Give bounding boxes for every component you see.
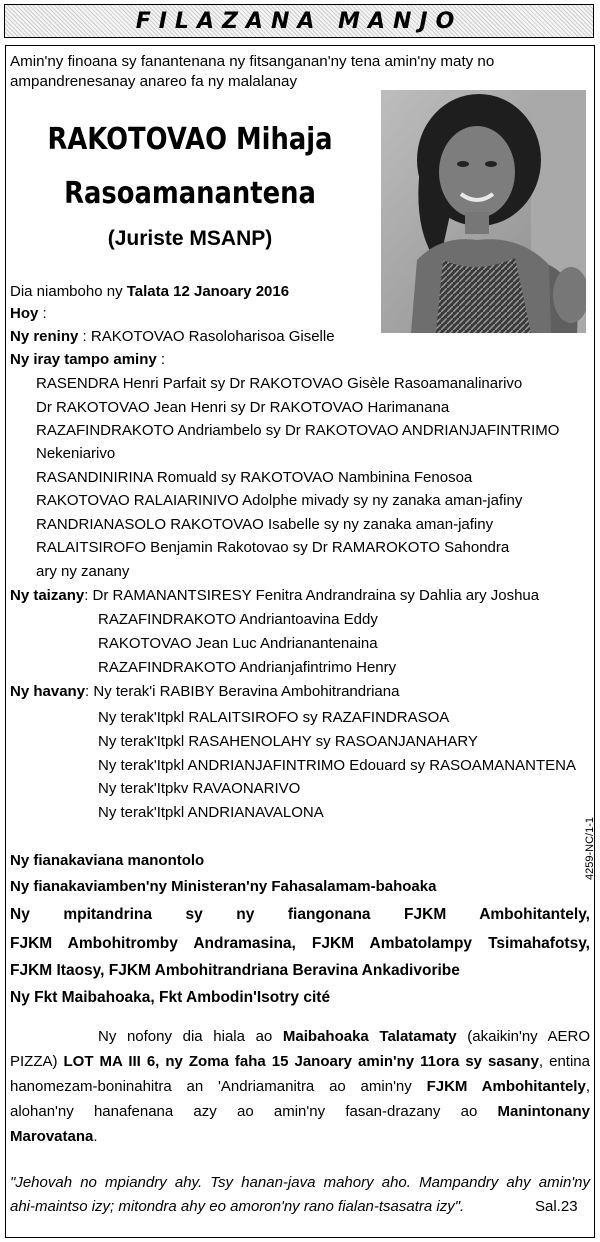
havany-line	[10, 682, 399, 702]
list-item: RANDRIANASOLO RAKOTOVAO Isabelle sy ny zanaka aman-jafiny	[36, 516, 494, 533]
list-item: RAZAFINDRAKOTO Andriambelo sy Dr RAKOTOVAO ANDRIANJAFINTRIMO	[36, 422, 560, 439]
quote-reference: Sal.23	[535, 1198, 578, 1215]
list-item: Ny terak'Itpkl RALAITSIROFO sy RAZAFINDRASOA	[98, 709, 450, 726]
church-line: FJKM Itaosy, FJKM Ambohitrandriana Beravina Ankadivoribe	[10, 962, 460, 979]
funeral-text: ,	[585, 1078, 590, 1095]
funeral-line-5	[10, 1127, 98, 1147]
list-item: ary ny zanany	[36, 563, 130, 580]
funeral-burial-place: Manintonany	[497, 1103, 590, 1120]
deceased-name-line1: RAKOTOVAO Mihaja	[47, 122, 333, 157]
quote-line-2: ahi-maintso izy; mitondra ahy eo amoron'ny rano fialan-tsasatra izy".	[10, 1198, 465, 1215]
list-item: RAKOTOVAO RALAIARINIVO Adolphe mivady sy ny zanaka aman-jafiny	[36, 492, 523, 509]
death-date-line	[10, 282, 289, 302]
group-line: Ny fianakaviana manontolo	[10, 852, 205, 869]
funeral-text: .	[93, 1128, 98, 1145]
list-item: RASENDRA Henri Parfait sy Dr RAKOTOVAO Gisèle Rasoamanalinarivo	[36, 375, 523, 392]
hoy-colon: :	[38, 305, 47, 322]
funeral-text: hanomezam-boninahitra an 'Andriamanitra ao amin'ny	[10, 1078, 427, 1095]
list-item: Ny terak'Itpkl RASAHENOLAHY sy RASOANJANAHARY	[98, 733, 478, 750]
havany-first: : Ny terak'i RABIBY Beravina Ambohitrandriana	[85, 683, 400, 700]
list-item: RALAITSIROFO Benjamin Rakotovao sy Dr RAMAROKOTO Sahondra	[36, 539, 510, 556]
group-line: Ny fianakaviamben'ny Ministeran'ny Fahasalamam-bahoaka	[10, 878, 437, 895]
death-date: Talata 12 Janoary 2016	[126, 283, 290, 300]
church-line: FJKM Ambohitromby Andramasina, FJKM Ambatolampy Tsimahafotsy,	[10, 935, 590, 952]
list-item: Nekeniarivo	[36, 445, 116, 462]
funeral-text: , entina	[538, 1053, 590, 1070]
funeral-place: Maibahoaka Talatamaty	[282, 1028, 457, 1045]
quote-line-1: "Jehovah no mpiandry ahy. Tsy hanan-java mahory aho. Mampandry ahy amin'ny	[10, 1174, 590, 1191]
header-title: FILAZANA MANJO	[135, 8, 463, 34]
funeral-text: alohan'ny hanafenana azy ao amin'ny fasan-drazany ao	[10, 1103, 498, 1120]
church-line: Ny Fkt Maibahoaka, Fkt Ambodin'Isotry cité	[10, 989, 331, 1006]
iray-tampo-colon: :	[156, 351, 166, 368]
funeral-line-1	[98, 1027, 590, 1047]
hoy-line	[10, 304, 47, 324]
funeral-datetime: LOT MA III 6, ny Zoma faha 15 Janoary amin'ny 11ora sy sasany	[63, 1053, 539, 1070]
taizany-line	[10, 586, 539, 606]
funeral-line-2	[10, 1052, 590, 1072]
reference-code: 4259-NC/1-1	[584, 817, 596, 880]
iray-tampo-label: Ny iray tampo aminy	[10, 351, 157, 368]
funeral-text: (akaikin'ny AERO	[456, 1028, 590, 1045]
funeral-line-3	[10, 1077, 590, 1097]
taizany-first: : Dr RAMANANTSIRESY Fenitra Andrandraina sy Dahlia ary Joshua	[84, 587, 540, 604]
funeral-text: Ny nofony dia hiala ao	[98, 1028, 283, 1045]
havany-label: Ny havany	[10, 683, 86, 700]
reniny-label: Ny reniny	[10, 328, 79, 345]
funeral-line-4	[10, 1102, 590, 1122]
reniny-value: : RAKOTOVAO Rasoloharisoa Giselle	[78, 328, 335, 345]
funeral-text: PIZZA)	[10, 1053, 64, 1070]
portrait-image	[381, 90, 586, 333]
list-item: RAKOTOVAO Jean Luc Andrianantenaina	[98, 635, 378, 652]
list-item: RAZAFINDRAKOTO Andriantoavina Eddy	[98, 611, 378, 628]
header-banner	[4, 4, 594, 38]
deceased-role: (Juriste MSANP)	[107, 227, 273, 250]
deceased-photo	[381, 90, 586, 333]
list-item: Ny terak'Itpkl ANDRIANJAFINTRIMO Edouard sy RASOAMANANTENA	[98, 757, 576, 774]
reniny-line	[10, 327, 335, 347]
church-line: Ny mpitandrina sy ny fiangonana FJKM Ambohitantely,	[10, 906, 590, 923]
funeral-burial-place: Marovatana	[10, 1128, 94, 1145]
iray-tampo-line	[10, 350, 165, 370]
deceased-name-line2: Rasoamanantena	[64, 176, 316, 211]
funeral-church: FJKM Ambohitantely	[426, 1078, 586, 1095]
intro-text: Amin'ny finoana sy fanantenana ny fitsanganan'ny tena amin'ny maty no ampandrenesanay anareo fa ny malalanay	[10, 53, 495, 90]
list-item: Ny terak'Itpkl ANDRIANAVALONA	[98, 804, 324, 821]
taizany-label: Ny taizany	[10, 587, 85, 604]
hoy-label: Hoy	[10, 305, 39, 322]
list-item: Ny terak'Itpkv RAVAONARIVO	[98, 780, 301, 797]
list-item: RASANDINIRINA Romuald sy RAKOTOVAO Nambinina Fenosoa	[36, 469, 473, 486]
list-item: Dr RAKOTOVAO Jean Henri sy Dr RAKOTOVAO Harimanana	[36, 399, 450, 416]
list-item: RAZAFINDRAKOTO Andrianjafintrimo Henry	[98, 659, 397, 676]
death-prefix: Dia niamboho ny	[10, 283, 127, 300]
